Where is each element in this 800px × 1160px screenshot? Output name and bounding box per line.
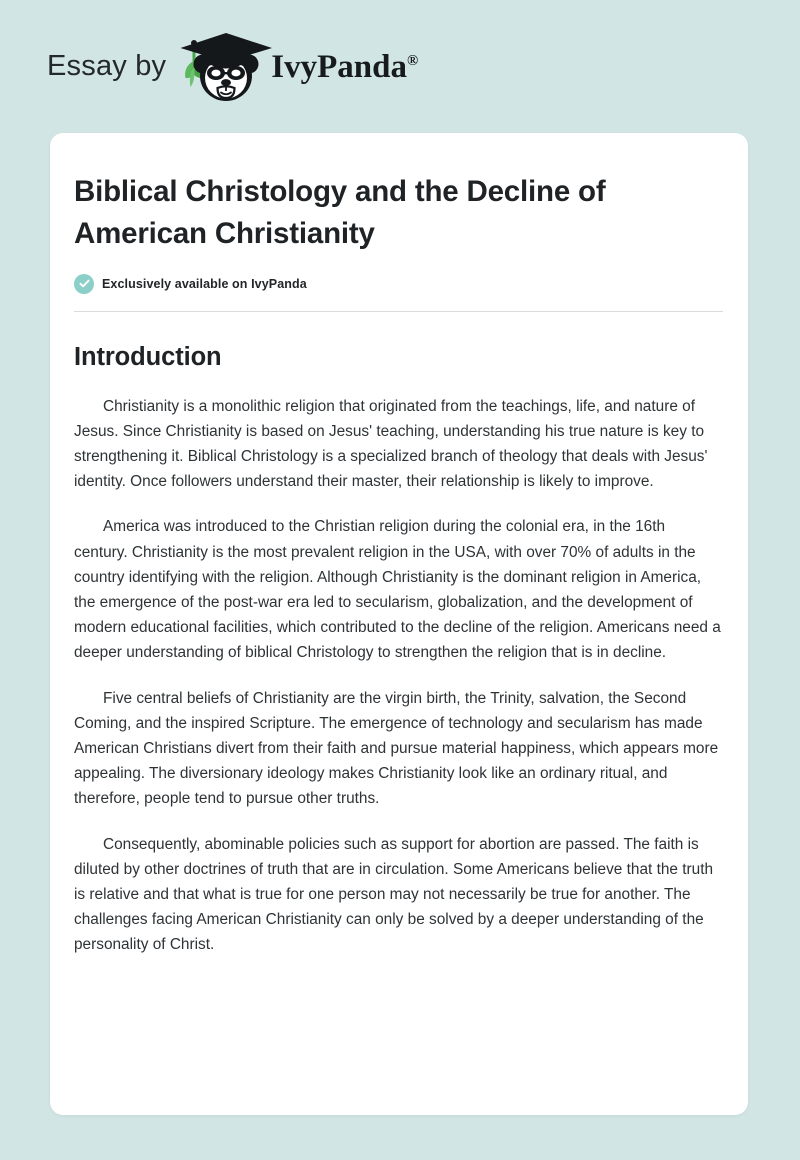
brand-name <box>271 51 418 84</box>
panda-graduation-cap-icon <box>179 31 275 105</box>
section-heading-introduction: Introduction <box>74 342 222 371</box>
page-title: Biblical Christology and the Decline of American Christianity <box>74 175 606 250</box>
brand-name-text: IvyPanda <box>271 49 407 85</box>
paragraph: America was introduced to the Christian religion during the colonial era, in the 16th century. Christianity is the most prevalent religion in the USA, with over 70% of adults in the country identifying with the religion. Although Christianity is the dominant religion in America, the emergence of the post-war era led to secularism, globalization, and the development of modern educational facilities, which contributed to the decline of the religion. Americans need a deeper understanding of biblical Christology to strengthen the religion that is in decline. <box>74 518 721 662</box>
header-divider <box>74 311 723 312</box>
registered-trademark-icon: ® <box>406 53 419 69</box>
badge-label: Exclusively available on IvyPanda <box>102 276 307 291</box>
essay-body <box>74 394 722 958</box>
site-header <box>0 0 800 133</box>
essay-by-label: Essay by <box>47 50 167 82</box>
paragraph: Christianity is a monolithic religion that originated from the teachings, life, and nature of Jesus. Since Christianity is based on Jesus' teaching, understanding his true nature is key to strengthening it. Biblical Christology is a specialized branch of theology that deals with Jesus' identity. Once followers understand their master, their relationship is likely to improve. <box>74 397 708 491</box>
paragraph: Consequently, abominable policies such as support for abortion are passed. The faith is diluted by other doctrines of truth that are in circulation. Some Americans believe that the truth is relative and that what is true for one person may not necessarily be true for another. The challenges facing American Christianity can only be solved by a deeper understanding of the personality of Christ. <box>74 835 714 954</box>
exclusive-availability-badge <box>74 274 722 294</box>
ivypanda-logo[interactable] <box>179 31 418 105</box>
essay-card <box>50 133 748 1115</box>
check-circle-icon <box>74 274 94 294</box>
paragraph: Five central beliefs of Christianity are the virgin birth, the Trinity, salvation, the Second Coming, and the inspired Scripture. The emergence of technology and secularism has made American Christians divert from their faith and pursue material happiness, which appears more appealing. The diversionary ideology makes Christianity look like an ordinary ritual, and therefore, people tend to pursue other truths. <box>74 689 719 808</box>
